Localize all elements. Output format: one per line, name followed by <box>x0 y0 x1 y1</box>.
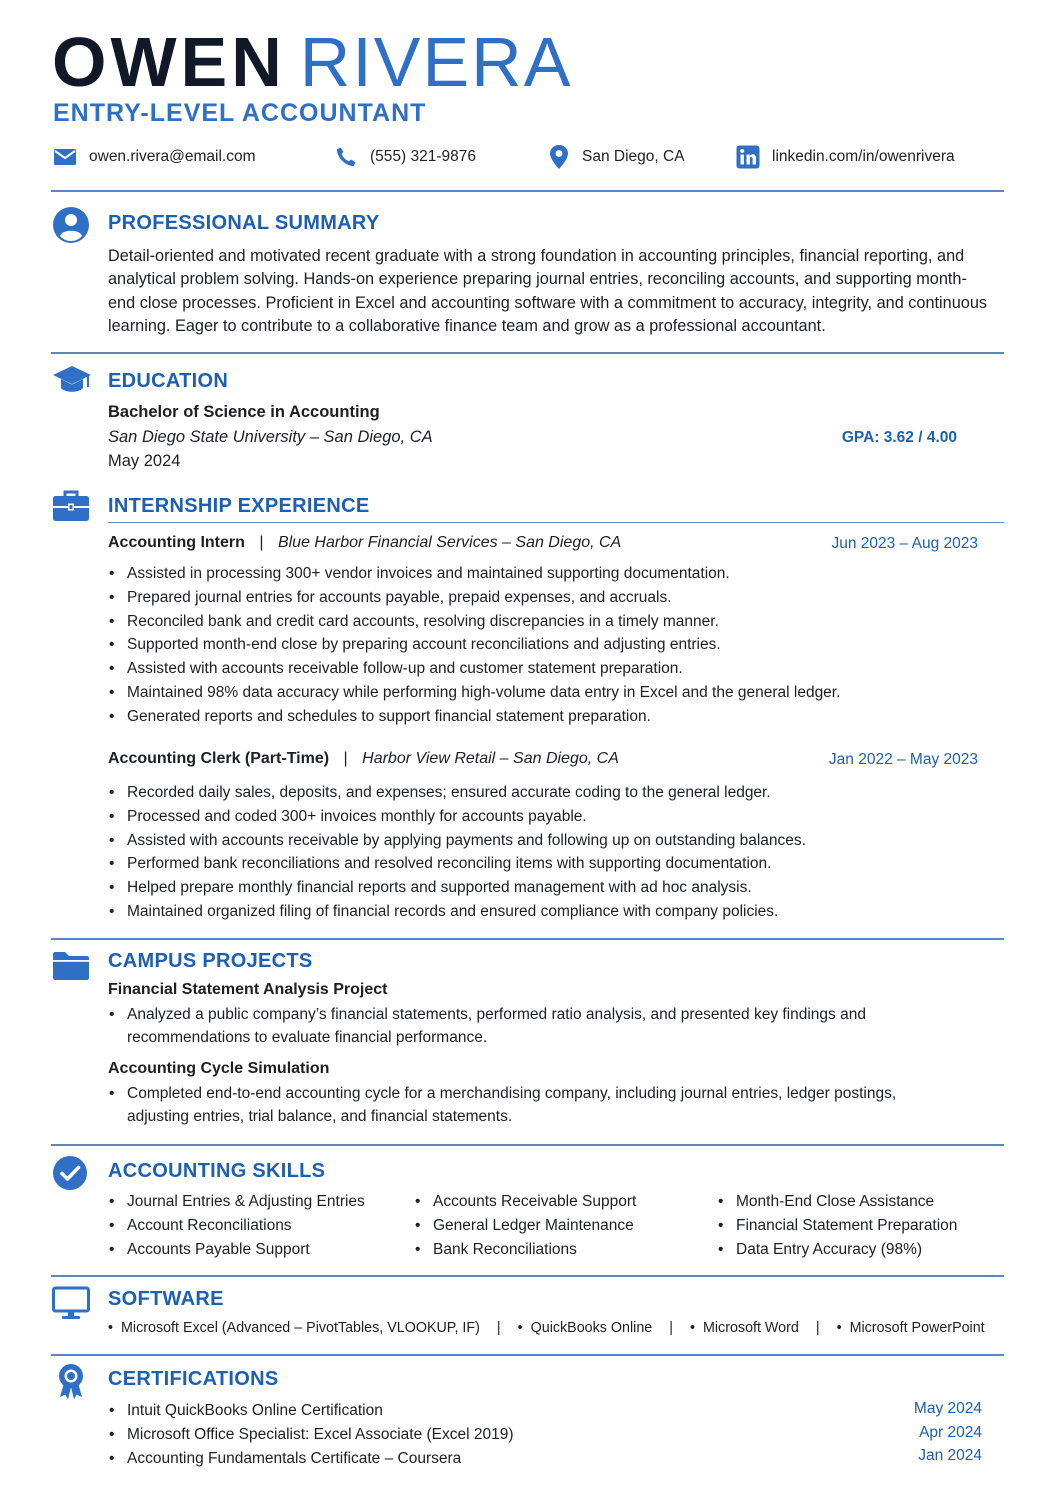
summary-text: Detail-oriented and motivated recent graduate with a strong foundation in accounting principles, financial reporting, and analytical problem solving. Hands-on experience preparing journal entries, reconciling accounts, and supporting month-end close processes. Proficient in Excel and accounting software with a commitment to accuracy, integrity, and continuous learning. Eager to contribute to a collaborative finance team and grow as a professional accountant. <box>108 247 988 335</box>
separator: | <box>343 750 348 767</box>
list-item: • Supported month-end close by preparing account reconciliations and adjusting entries. <box>108 633 840 657</box>
skill-item: • Accounts Payable Support <box>108 1238 365 1262</box>
project-name: Accounting Cycle Simulation <box>108 1060 330 1077</box>
list-item: • Performed bank reconciliations and resolved reconciling items with supporting documentation. <box>108 852 806 876</box>
contact-phone[interactable] <box>334 143 476 171</box>
last-name: RIVERA <box>299 23 573 101</box>
section-title-certifications: CERTIFICATIONS <box>108 1368 279 1390</box>
email-icon <box>53 147 77 167</box>
user-icon <box>52 206 90 244</box>
skills-column <box>414 1190 636 1261</box>
section-title-summary: PROFESSIONAL SUMMARY <box>108 212 380 234</box>
skill-item: • Data Entry Accuracy (98%) <box>717 1238 957 1262</box>
school-name: San Diego State University – San Diego, CA <box>108 428 433 446</box>
software-item: • Microsoft PowerPoint <box>837 1320 985 1336</box>
skill-item: • Financial Statement Preparation <box>717 1214 957 1238</box>
job-role: Accounting Intern <box>108 534 245 551</box>
job-company: Harbor View Retail – San Diego, CA <box>362 750 619 767</box>
job-header <box>108 750 619 768</box>
award-ribbon-icon <box>57 1363 85 1401</box>
list-item: • Maintained 98% data accuracy while performing high-volume data entry in Excel and the general ledger. <box>108 681 840 705</box>
list-item: • Analyzed a public company’s financial statements, performed ratio analysis, and presented key findings and recommendations to evaluate financial performance. <box>108 1004 957 1049</box>
divider <box>51 1354 1004 1356</box>
job-bullets <box>108 781 806 924</box>
skills-column <box>717 1190 957 1261</box>
skill-item: • Month-End Close Assistance <box>717 1190 957 1214</box>
separator: | <box>259 534 264 551</box>
contact-location <box>548 143 685 171</box>
list-item: • Helped prepare monthly financial reports and supported management with ad hoc analysis. <box>108 876 806 900</box>
phone-text: (555) 321-9876 <box>370 148 476 165</box>
section-title-experience: INTERNSHIP EXPERIENCE <box>108 495 370 517</box>
check-circle-icon <box>52 1155 88 1191</box>
section-title-software: SOFTWARE <box>108 1288 224 1310</box>
list-item: • Prepared journal entries for accounts payable, prepaid expenses, and accruals. <box>108 586 840 610</box>
phone-icon <box>334 145 358 169</box>
software-list <box>108 1320 985 1336</box>
job-company: Blue Harbor Financial Services – San Diego, CA <box>277 534 622 551</box>
separator: | <box>815 1320 820 1336</box>
job-header <box>108 534 621 552</box>
list-item: • Recorded daily sales, deposits, and expenses; ensured accurate coding to the general ledger. <box>108 781 806 805</box>
skill-item: • Journal Entries & Adjusting Entries <box>108 1190 365 1214</box>
separator: | <box>496 1320 501 1336</box>
first-name: OWEN <box>52 23 286 101</box>
certification-name: • Intuit QuickBooks Online Certification <box>108 1399 514 1423</box>
list-item: • Reconciled bank and credit card accounts, resolving discrepancies in a timely manner. <box>108 610 840 634</box>
job-headline: ENTRY-LEVEL ACCOUNTANT <box>53 99 427 127</box>
section-title-skills: ACCOUNTING SKILLS <box>108 1160 326 1182</box>
certification-name: • Microsoft Office Specialist: Excel Associate (Excel 2019) <box>108 1423 514 1447</box>
certification-date: Jan 2024 <box>918 1447 982 1464</box>
job-dates: Jun 2023 – Aug 2023 <box>831 535 978 552</box>
graduation-cap-icon <box>52 364 92 398</box>
candidate-name <box>52 22 572 102</box>
linkedin-icon <box>736 145 760 169</box>
certification-list <box>108 1399 514 1470</box>
divider <box>51 352 1004 354</box>
location-pin-icon <box>548 144 570 170</box>
graduation-date: May 2024 <box>108 452 181 470</box>
separator: | <box>669 1320 673 1336</box>
divider <box>51 1144 1004 1146</box>
folder-icon <box>52 950 90 982</box>
project-bullets <box>108 1004 957 1049</box>
certification-name: • Accounting Fundamentals Certificate – Coursera <box>108 1447 514 1471</box>
job-dates: Jan 2022 – May 2023 <box>828 751 978 768</box>
monitor-icon <box>52 1286 90 1320</box>
contact-email[interactable] <box>53 143 255 171</box>
list-item: • Assisted in processing 300+ vendor invoices and maintained supporting documentation. <box>108 562 840 586</box>
briefcase-icon <box>52 489 90 523</box>
software-item: • Microsoft Word <box>690 1320 799 1336</box>
skills-column <box>108 1190 365 1261</box>
linkedin-text: linkedin.com/in/owenrivera <box>772 148 955 165</box>
location-text: San Diego, CA <box>582 148 685 165</box>
list-item: • Processed and coded 300+ invoices monthly for accounts payable. <box>108 805 806 829</box>
skill-item: • Bank Reconciliations <box>414 1238 636 1262</box>
contact-linkedin[interactable] <box>736 143 955 171</box>
skill-item: • General Ledger Maintenance <box>414 1214 636 1238</box>
software-item: • QuickBooks Online <box>518 1320 653 1336</box>
certification-date: Apr 2024 <box>919 1424 982 1441</box>
skill-item: • Accounts Receivable Support <box>414 1190 636 1214</box>
list-item: • Generated reports and schedules to support financial statement preparation. <box>108 705 840 729</box>
job-bullets <box>108 562 840 729</box>
divider <box>51 938 1004 940</box>
job-role: Accounting Clerk (Part-Time) <box>108 750 330 767</box>
skill-item: • Account Reconciliations <box>108 1214 365 1238</box>
divider <box>108 522 1004 523</box>
list-item: • Maintained organized filing of financial records and ensured compliance with company policies. <box>108 900 806 924</box>
gpa: GPA: 3.62 / 4.00 <box>841 429 957 446</box>
certification-date: May 2024 <box>913 1400 982 1417</box>
software-item: • Microsoft Excel (Advanced – PivotTables, VLOOKUP, IF) <box>108 1320 480 1336</box>
project-bullets <box>108 1083 957 1128</box>
divider <box>51 190 1004 192</box>
section-title-education: EDUCATION <box>108 370 229 392</box>
project-name: Financial Statement Analysis Project <box>108 981 388 998</box>
list-item: • Assisted with accounts receivable follow-up and customer statement preparation. <box>108 657 840 681</box>
divider <box>51 1275 1004 1277</box>
degree-name: Bachelor of Science in Accounting <box>108 403 380 421</box>
section-title-projects: CAMPUS PROJECTS <box>108 950 313 972</box>
list-item: • Assisted with accounts receivable by applying payments and following up on outstanding balances. <box>108 829 806 853</box>
list-item: • Completed end-to-end accounting cycle for a merchandising company, including journal entries, ledger postings, adjusting entries, trial balance, and financial statements. <box>108 1083 957 1128</box>
email-text: owen.rivera@email.com <box>89 148 256 165</box>
